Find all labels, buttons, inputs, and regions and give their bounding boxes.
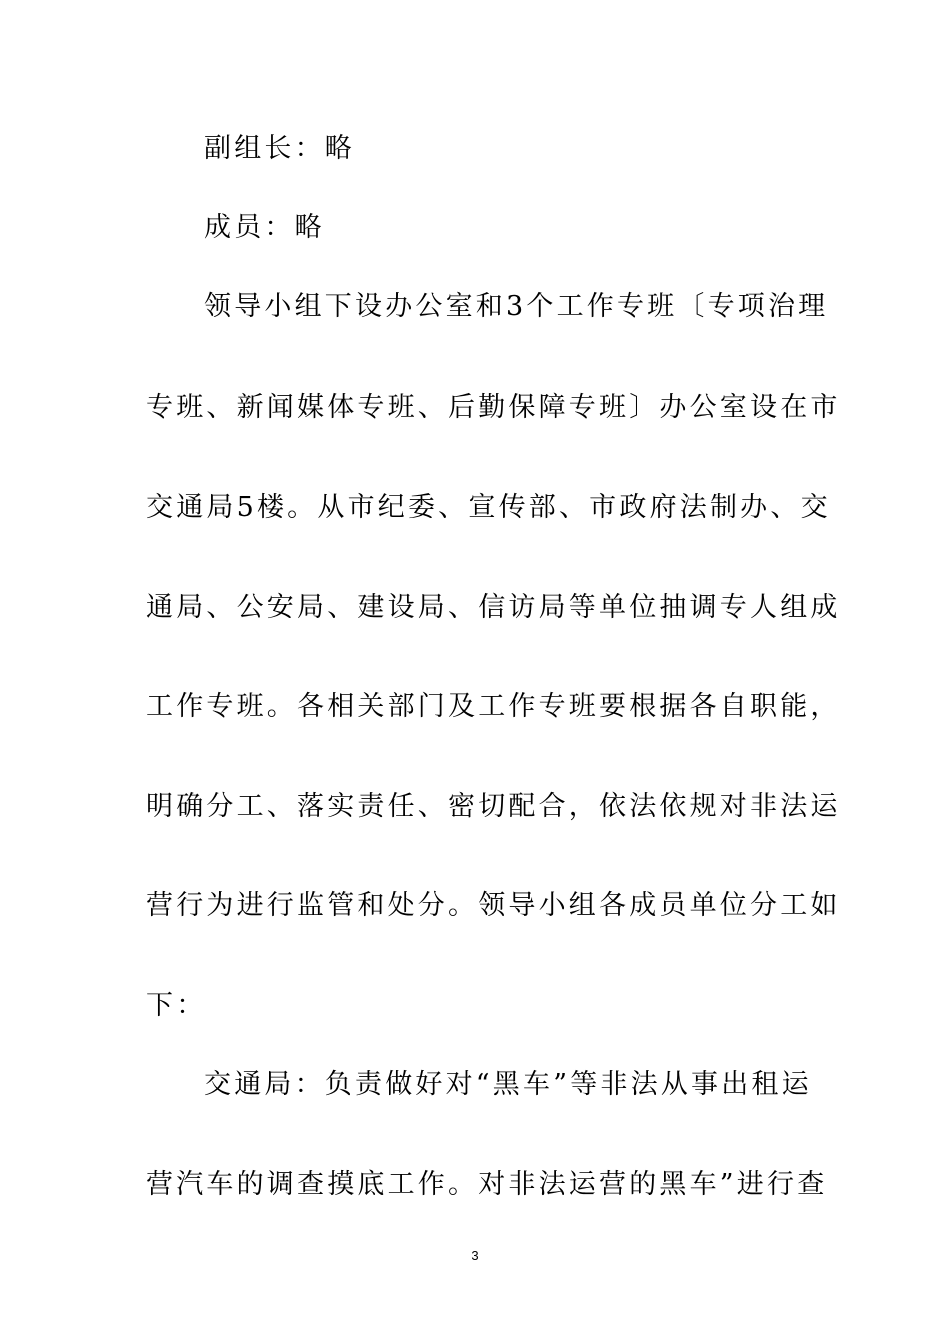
paragraph-members: 成员：略	[204, 212, 325, 243]
paragraph-transport-line-1: 交通局：负责做好对“黑车”等非法从事出租运	[204, 1069, 812, 1100]
paragraph-office-line-2: 专班、新闻媒体专班、后勤保障专班〕办公室设在市	[146, 392, 841, 423]
paragraph-office-line-3: 交通局5楼。从市纪委、宣传部、市政府法制办、交	[146, 492, 831, 523]
paragraph-office-line-4: 通局、公安局、建设局、信访局等单位抽调专人组成	[146, 592, 841, 623]
paragraph-office-line-8: 下：	[146, 990, 207, 1021]
paragraph-office-line-5: 工作专班。各相关部门及工作专班要根据各自职能，	[146, 691, 841, 722]
paragraph-office-line-6: 明确分工、落实责任、密切配合，依法依规对非法运	[146, 791, 841, 822]
paragraph-office-line-7: 营行为进行监管和处分。领导小组各成员单位分工如	[146, 890, 841, 921]
paragraph-deputy-leader: 副组长：略	[204, 133, 355, 164]
paragraph-transport-line-2: 营汽车的调查摸底工作。对非法运营的黑车”进行查	[146, 1169, 828, 1200]
page-number: 3	[471, 1248, 479, 1263]
paragraph-office-line-1: 领导小组下设办公室和3个工作专班〔专项治理	[204, 291, 829, 322]
